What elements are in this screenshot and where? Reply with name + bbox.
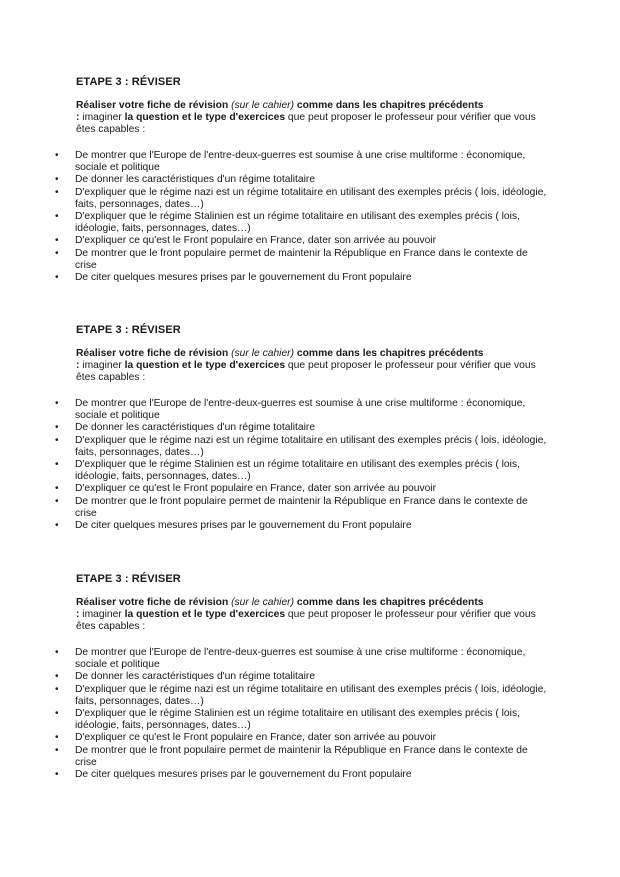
- bullet-icon: •: [55, 186, 59, 198]
- intro-bold: Réaliser votre fiche de révision: [76, 100, 232, 111]
- intro-text: que peut proposer le professeur pour vérifier que vous êtes capables :: [76, 112, 536, 136]
- list-item: • De montrer que l'Europe de l'entre-deux-guerres est soumise à une crise multiforme : économique, sociale et politique: [55, 398, 526, 422]
- bullet-icon: •: [55, 647, 59, 658]
- section-title: ETAPE 3 : RÉVISER: [76, 324, 181, 336]
- intro-bold: la question et le type d'exercices: [124, 609, 286, 621]
- intro-bold: comme dans les chapitres précédents: [294, 348, 484, 359]
- section-intro: [76, 348, 546, 385]
- list-item: • D'expliquer que le régime Stalinien est un régime totalitaire en utilisant des exemples précis ( lois, idéologie, faits, personnages, dates…): [55, 459, 520, 483]
- objectives-list: [0, 150, 620, 284]
- bullet-icon: •: [55, 235, 59, 247]
- intro-text: que peut proposer le professeur pour vérifier que vous êtes capables :: [76, 609, 536, 633]
- bullet-icon: •: [55, 744, 59, 756]
- list-item: • D'expliquer que le régime nazi est un régime totalitaire en utilisant des exemples précis ( lois, idéologie, faits, personnages, dates…): [55, 434, 547, 458]
- intro-bold: la question et le type d'exercices: [124, 360, 286, 372]
- list-item: • De montrer que le front populaire permet de maintenir la République en France dans le contexte de crise: [55, 247, 528, 271]
- intro-bold: comme dans les chapitres précédents: [294, 100, 484, 111]
- intro-italic: (sur le cahier): [231, 100, 295, 111]
- bullet-icon: •: [55, 732, 59, 744]
- intro-colon: :: [76, 609, 83, 621]
- list-item: • De donner les caractéristiques d'un régime totalitaire: [55, 671, 316, 683]
- list-item: • De citer quelques mesures prises par le gouvernement du Front populaire: [55, 769, 412, 781]
- intro-text: que peut proposer le professeur pour vérifier que vous êtes capables :: [76, 360, 536, 384]
- bullet-icon: •: [55, 272, 59, 284]
- list-item: • De citer quelques mesures prises par le gouvernement du Front populaire: [55, 272, 412, 284]
- intro-text: imaginer: [82, 609, 125, 621]
- list-item: • De montrer que le front populaire permet de maintenir la République en France dans le contexte de crise: [55, 744, 528, 768]
- bullet-icon: •: [55, 211, 59, 223]
- list-item: • D'expliquer que le régime Stalinien est un régime totalitaire en utilisant des exemples précis ( lois, idéologie, faits, personnages, dates…): [55, 211, 520, 235]
- bullet-icon: •: [55, 683, 59, 695]
- list-item: • De montrer que l'Europe de l'entre-deux-guerres est soumise à une crise multiforme : économique, sociale et politique: [55, 647, 526, 671]
- section-title: ETAPE 3 : RÉVISER: [76, 76, 181, 88]
- bullet-icon: •: [55, 434, 59, 446]
- bullet-icon: •: [55, 708, 59, 720]
- intro-text: imaginer: [82, 112, 125, 124]
- bullet-icon: •: [55, 247, 59, 259]
- list-item: • D'expliquer ce qu'est le Front populaire en France, dater son arrivée au pouvoir: [55, 483, 437, 495]
- bullet-icon: •: [55, 483, 59, 495]
- list-item: • De donner les caractéristiques d'un régime totalitaire: [55, 422, 316, 434]
- intro-bold: Réaliser votre fiche de révision: [76, 348, 232, 359]
- section-intro: [76, 597, 546, 634]
- bullet-icon: •: [55, 150, 59, 161]
- objectives-list: [0, 647, 620, 781]
- section-intro: [76, 100, 546, 137]
- intro-colon: :: [76, 112, 83, 124]
- bullet-icon: •: [55, 422, 59, 434]
- bullet-icon: •: [55, 520, 59, 532]
- intro-colon: :: [76, 360, 83, 372]
- section-title: ETAPE 3 : RÉVISER: [76, 573, 181, 585]
- list-item: • De donner les caractéristiques d'un régime totalitaire: [55, 174, 316, 186]
- intro-bold: comme dans les chapitres précédents: [294, 597, 484, 608]
- bullet-icon: •: [55, 174, 59, 186]
- list-item: • D'expliquer que le régime Stalinien est un régime totalitaire en utilisant des exemples précis ( lois, idéologie, faits, personnages, dates…): [55, 708, 520, 732]
- intro-italic: (sur le cahier): [231, 597, 295, 608]
- bullet-icon: •: [55, 495, 59, 507]
- bullet-icon: •: [55, 671, 59, 683]
- list-item: • De citer quelques mesures prises par le gouvernement du Front populaire: [55, 520, 412, 532]
- list-item: • D'expliquer que le régime nazi est un régime totalitaire en utilisant des exemples précis ( lois, idéologie, faits, personnages, dates…): [55, 683, 547, 707]
- intro-italic: (sur le cahier): [231, 348, 295, 359]
- list-item: • De montrer que le front populaire permet de maintenir la République en France dans le contexte de crise: [55, 495, 528, 519]
- bullet-icon: •: [55, 769, 59, 781]
- bullet-icon: •: [55, 398, 59, 409]
- bullet-icon: •: [55, 459, 59, 471]
- objectives-list: [0, 398, 620, 532]
- list-item: • D'expliquer que le régime nazi est un régime totalitaire en utilisant des exemples précis ( lois, idéologie, faits, personnages, dates…): [55, 186, 547, 210]
- list-item: • D'expliquer ce qu'est le Front populaire en France, dater son arrivée au pouvoir: [55, 235, 437, 247]
- intro-bold: Réaliser votre fiche de révision: [76, 597, 232, 608]
- list-item: • D'expliquer ce qu'est le Front populaire en France, dater son arrivée au pouvoir: [55, 732, 437, 744]
- list-item: • De montrer que l'Europe de l'entre-deux-guerres est soumise à une crise multiforme : économique, sociale et politique: [55, 150, 526, 174]
- intro-bold: la question et le type d'exercices: [124, 112, 286, 124]
- intro-text: imaginer: [82, 360, 125, 372]
